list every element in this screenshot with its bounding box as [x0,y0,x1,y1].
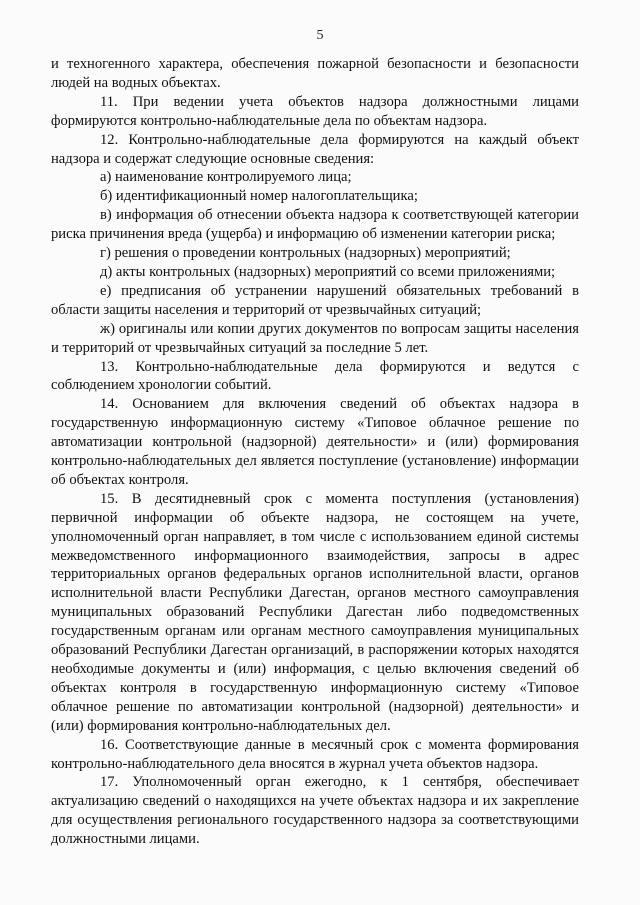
paragraph-item-16: 16. Соответствующие данные в месячный срок с момента формирования контрольно-наблюдательного дела вносятся в журнал учета объектов надзора. [51,736,579,772]
paragraph-continuation: и техногенного характера, обеспечения пожарной безопасности и безопасности людей на водных объектах. [51,56,579,91]
subitem-g: г) решения о проведении контрольных (надзорных) мероприятий; [100,245,511,262]
paragraph-item-12: 12. Контрольно-наблюдательные дела формируются на каждый объект надзора и содержат следующие основные сведения: [51,131,579,167]
subitem-zh: ж) оригиналы или копии других документов по вопросам защиты населения и территорий от чрезвычайных ситуаций за последние 5 лет. [51,320,579,356]
paragraph-item-13: 13. Контрольно-наблюдательные дела формируются и ведутся с соблюдением хронологии событий. [51,358,579,394]
document-body [51,55,579,849]
paragraph-item-14: 14. Основанием для включения сведений об объектах надзора в государственную информационную систему «Типовое облачное решение по автоматизации контрольной (надзорной) деятельности» и (или) формирования контрольно-наблюдательных дел является поступление (установление) информации об объектах контроля. [51,396,579,488]
paragraph-item-15: 15. В десятидневный срок с момента поступления (установления) первичной информации об объекте надзора, не состоящем на учете, уполномоченный орган направляет, в том числе с использованием единой системы межведомственного информационного взаимодействия, запросы в адрес территориальных органов федеральных органов исполнительной власти, органов исполнительной власти Республики Дагестан, органов местного самоуправления муниципальных образований Республики Дагестан либо подведомственных государственным органам или органам местного самоуправления муниципальных образований Республики Дагестан организаций, в распоряжении которых находятся необходимые документы и (или) информация, с целью включения сведений об объектах контроля в государственную информационную систему «Типовое облачное решение по автоматизации контрольной (надзорной) деятельности» и (или) формирования контрольно-наблюдательных дел. [51,490,579,734]
subitem-e: е) предписания об устранении нарушений обязательных требований в области защиты населения и территорий от чрезвычайных ситуаций; [51,282,579,318]
paragraph-item-17: 17. Уполномоченный орган ежегодно, к 1 сентября, обеспечивает актуализацию сведений о находящихся на учете объектах надзора и их закрепление для осуществления регионального государственного надзора за соответствующими должностными лицами. [51,774,579,848]
subitem-v: в) информация об отнесении объекта надзора к соответствующей категории риска причинения вреда (ущерба) и информацию об изменении категории риска; [51,207,579,243]
subitem-a: а) наименование контролируемого лица; [100,169,352,186]
page-number: 5 [316,28,324,43]
subitem-d: д) акты контрольных (надзорных) мероприятий со всеми приложениями; [100,263,556,280]
subitem-b: б) идентификационный номер налогоплательщика; [100,188,418,205]
paragraph-item-11: 11. При ведении учета объектов надзора должностными лицами формируются контрольно-наблюдательные дела по объектам надзора. [51,93,579,129]
